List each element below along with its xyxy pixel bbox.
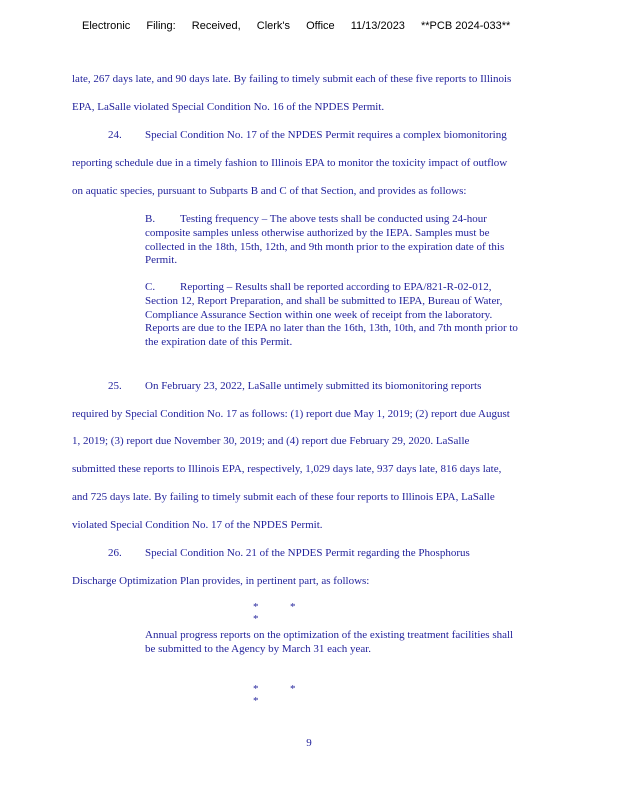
paragraph-25-line: required by Special Condition No. 17 as follows: (1) report due May 1, 2019; (2) report due August <box>72 408 510 420</box>
quote-block-b <box>145 213 525 268</box>
page-number: 9 <box>306 737 312 749</box>
star: * <box>290 683 296 695</box>
paragraph-number: 24. <box>108 129 122 141</box>
paragraph-text: On February 23, 2022, LaSalle untimely submitted its biomonitoring reports <box>145 380 482 392</box>
quote-block-condition-21: Annual progress reports on the optimization of the existing treatment facilities shall be submitted to the Agency by March 31 each year. <box>145 629 514 655</box>
quote-block-c <box>145 281 525 350</box>
header-received: Received, <box>191 20 241 32</box>
header-office: Office <box>306 20 335 32</box>
paragraph-26-line <box>108 547 618 559</box>
body-line: late, 267 days late, and 90 days late. By failing to timely submit each of these five reports to Illinois <box>72 73 512 85</box>
paragraph-24-line: reporting schedule due in a timely fashion to Illinois EPA to monitor the toxicity impact of outflow <box>72 157 508 169</box>
paragraph-number: 25. <box>108 380 122 392</box>
quote-label: B. <box>145 213 156 225</box>
star: * <box>253 683 259 695</box>
filing-header <box>82 20 523 32</box>
body-line: EPA, LaSalle violated Special Condition No. 16 of the NPDES Permit. <box>72 101 385 113</box>
star: * <box>253 613 259 625</box>
paragraph-24-line: on aquatic species, pursuant to Subparts B and C of that Section, and provides as follows: <box>72 185 467 197</box>
ellipsis-stars <box>253 683 353 707</box>
paragraph-number: 26. <box>108 547 122 559</box>
paragraph-25-line: violated Special Condition No. 17 of the NPDES Permit. <box>72 519 323 531</box>
header-case-number: **PCB 2024-033** <box>421 20 511 32</box>
quote-text: Testing frequency – The above tests shall be conducted using 24-hour composite samples unless otherwise authorized by the IEPA. Samples must be collected in the 18th, 15th, 12th, and 9th month prior to the expiration date of this Permit. <box>145 213 505 267</box>
paragraph-26-line: Discharge Optimization Plan provides, in pertinent part, as follows: <box>72 575 370 587</box>
paragraph-text: Special Condition No. 17 of the NPDES Permit requires a complex biomonitoring <box>145 129 507 141</box>
paragraph-25-line: and 725 days late. By failing to timely submit each of these four reports to Illinois EPA, LaSalle <box>72 491 495 503</box>
paragraph-24-line <box>108 129 618 141</box>
header-date: 11/13/2023 <box>350 20 405 32</box>
header-electronic: Electronic <box>82 20 131 32</box>
star: * <box>253 601 259 613</box>
paragraph-text: Special Condition No. 21 of the NPDES Permit regarding the Phosphorus <box>145 547 470 559</box>
quote-text: Reporting – Results shall be reported according to EPA/821-R-02-012, Section 12, Report Preparation, and shall be submitted to IEPA, Bureau of Water, Compliance Assurance Section within one week of receipt from the laboratory. Reports are due to the IEPA no later than the 16th, 13th, 10th, and 7th month prior to the expiration date of this Permit. <box>145 281 518 349</box>
header-clerks: Clerk's <box>256 20 291 32</box>
ellipsis-stars <box>253 601 353 625</box>
star: * <box>253 695 259 707</box>
header-filing: Filing: <box>146 20 176 32</box>
star: * <box>290 601 296 613</box>
paragraph-25-line: submitted these reports to Illinois EPA, respectively, 1,029 days late, 937 days late, 816 days late, <box>72 463 502 475</box>
quote-label: C. <box>145 281 156 293</box>
paragraph-25-line <box>108 380 618 392</box>
paragraph-25-line: 1, 2019; (3) report due November 30, 2019; and (4) report due February 29, 2020. LaSalle <box>72 435 470 447</box>
